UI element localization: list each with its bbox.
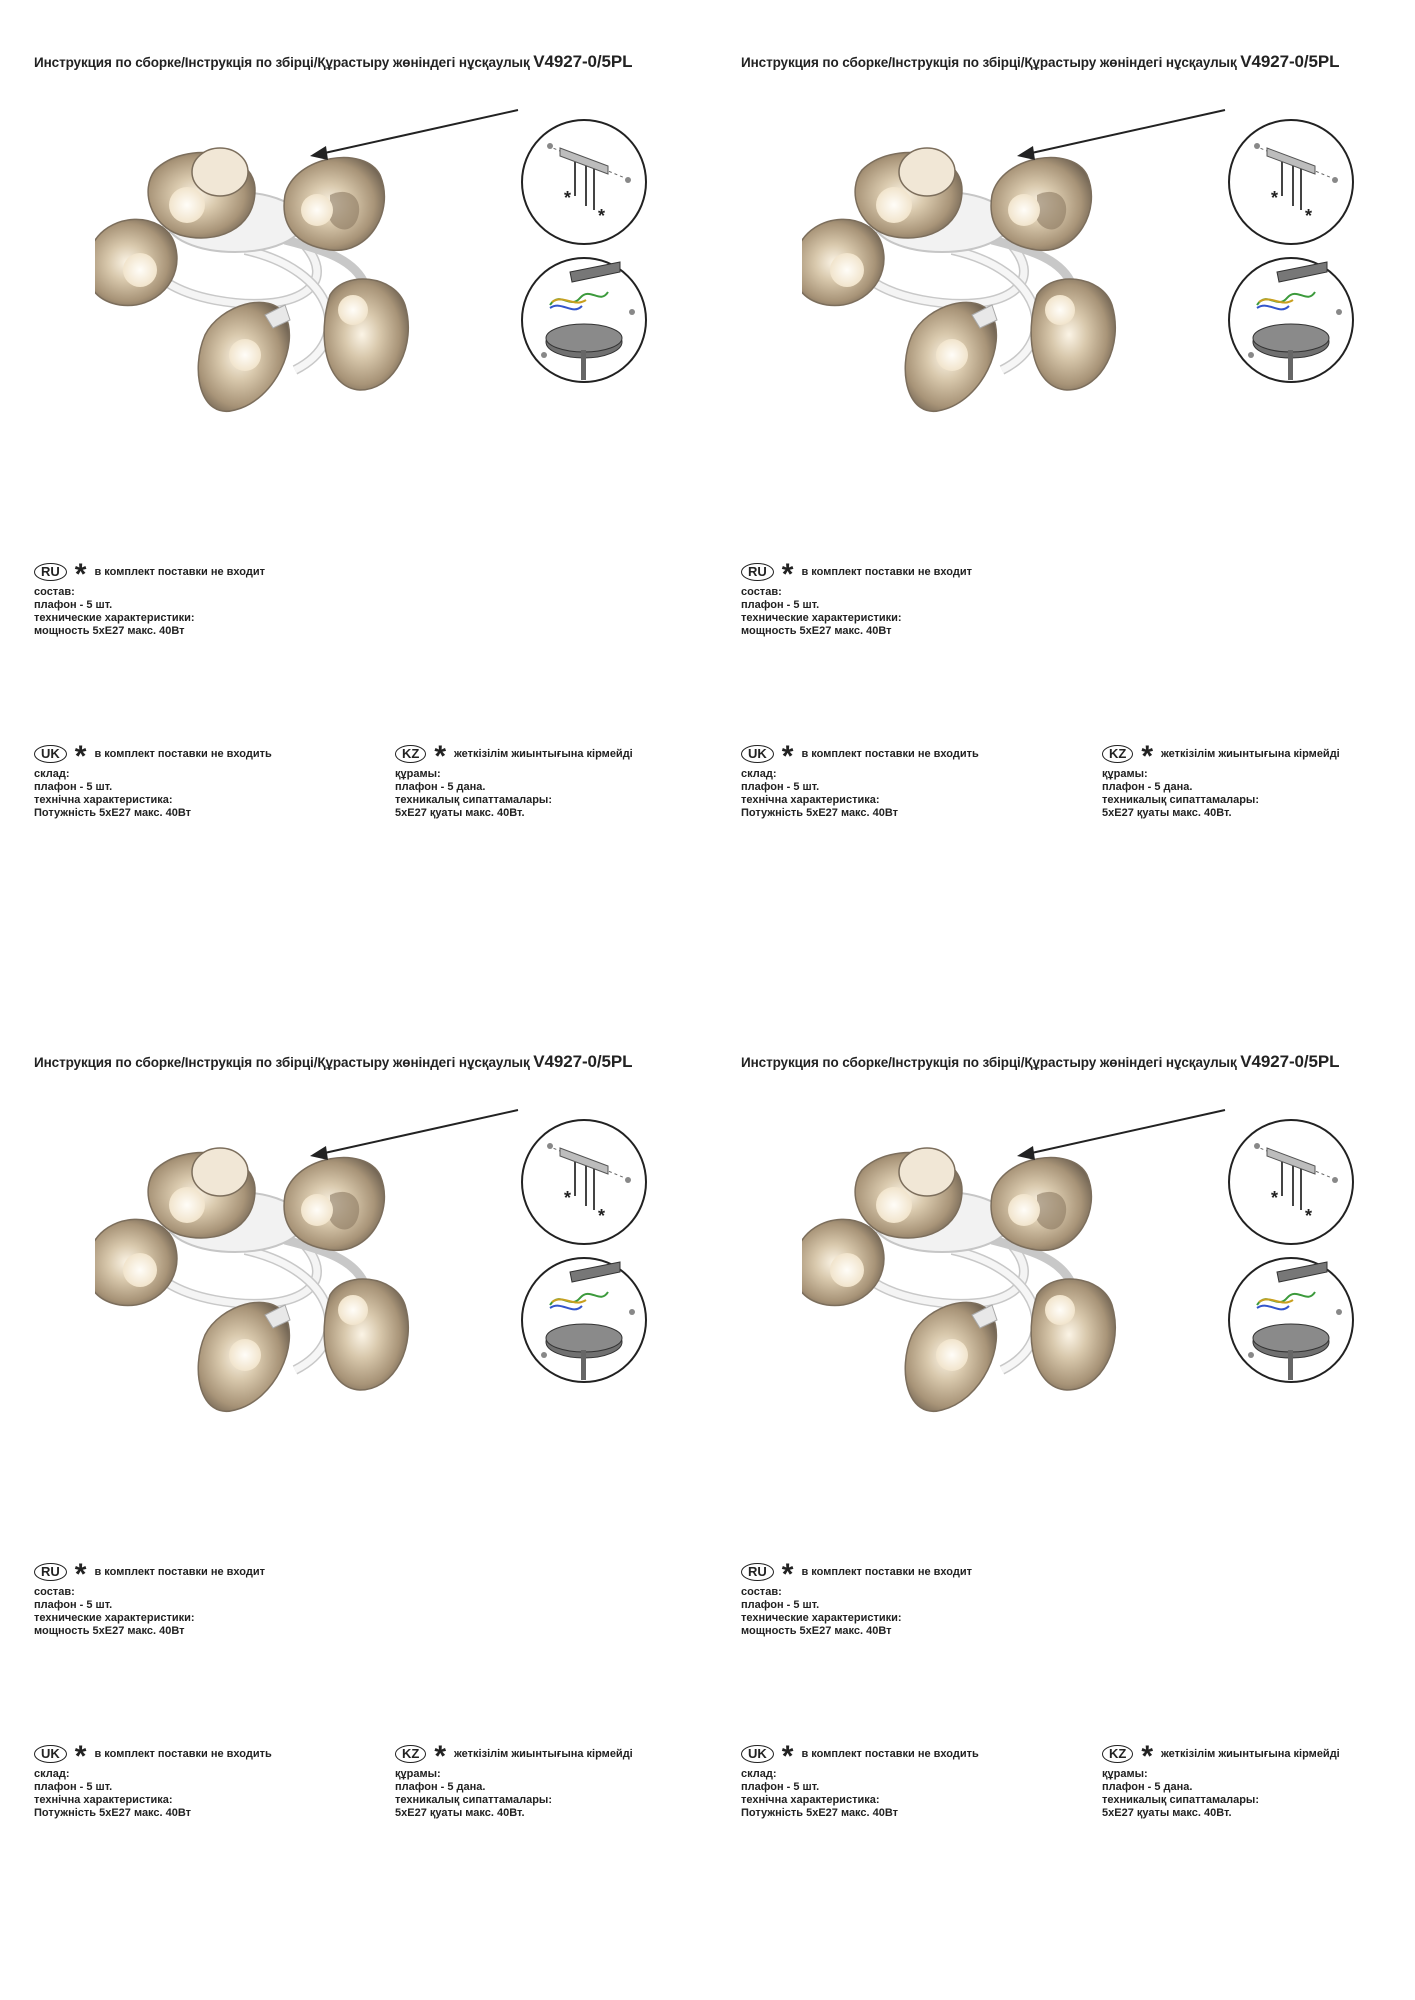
- bracket-star-mark: *: [1305, 1206, 1313, 1226]
- pointer-arrow: [300, 1100, 530, 1180]
- model-number: V4927-0/5PL: [1240, 1052, 1340, 1071]
- asterisk-mark: *: [781, 1740, 794, 1773]
- spec-line: Потужність 5хЕ27 макс. 40Вт: [34, 1807, 192, 1819]
- language-badge-ru: RU: [741, 1563, 774, 1581]
- legend-ru: [34, 560, 265, 638]
- spec-line: склад:: [741, 768, 777, 780]
- title-text: Инструкция по сборке/Інструкція по збірці/Құрастыру жөніндегі нұсқаулық: [34, 55, 534, 70]
- glass-shade: [95, 219, 177, 305]
- title-text: Инструкция по сборке/Інструкція по збірці/Құрастыру жөніндегі нұсқаулық: [741, 1055, 1241, 1070]
- glass-shade: [855, 1148, 962, 1238]
- spec-line: состав:: [741, 586, 782, 598]
- language-badge-uk: UK: [741, 1745, 774, 1763]
- glass-shade: [905, 302, 997, 411]
- spec-line: технічна характеристика:: [741, 794, 880, 806]
- spec-line: плафон - 5 шт.: [741, 1781, 820, 1793]
- asterisk-mark: *: [781, 1558, 794, 1591]
- glass-shade: [148, 148, 255, 238]
- spec-line: технічна характеристика:: [34, 794, 173, 806]
- spec-line: плафон - 5 дана.: [1102, 1781, 1193, 1793]
- not-included-note: жеткізілім жиынтығына кірмейді: [454, 1747, 633, 1760]
- mounting-bracket-detail: [520, 118, 648, 246]
- language-badge-uk: UK: [34, 745, 67, 763]
- language-badge-kz: KZ: [395, 1745, 426, 1763]
- legend-kz: [395, 742, 633, 820]
- asterisk-mark: *: [1141, 740, 1154, 773]
- spec-line: технические характеристики:: [741, 1612, 902, 1624]
- glass-shade: [1031, 1279, 1115, 1390]
- spec-line: мощность 5хЕ27 макс. 40Вт: [741, 625, 892, 637]
- asterisk-mark: *: [74, 558, 87, 591]
- model-number: V4927-0/5PL: [1240, 52, 1340, 71]
- panel-title: [34, 52, 632, 72]
- legend-ru: [34, 1560, 265, 1638]
- spec-line: техникалық сипаттамалары:: [395, 1794, 552, 1806]
- spec-line: Потужність 5хЕ27 макс. 40Вт: [34, 807, 192, 819]
- spec-line: техникалық сипаттамалары:: [1102, 794, 1259, 806]
- spec-line: құрамы:: [395, 1768, 441, 1780]
- not-included-note: жеткізілім жиынтығына кірмейді: [1161, 1747, 1340, 1760]
- asterisk-mark: *: [781, 558, 794, 591]
- pointer-arrow: [1007, 100, 1237, 180]
- asterisk-mark: *: [74, 1558, 87, 1591]
- wiring-detail: [1227, 250, 1355, 392]
- legend-uk: [34, 1742, 272, 1820]
- not-included-note: жеткізілім жиынтығына кірмейді: [1161, 747, 1340, 760]
- legend-ru: [741, 560, 972, 638]
- not-included-note: в комплект поставки не входит: [94, 565, 265, 578]
- spec-line: технические характеристики:: [34, 612, 195, 624]
- not-included-note: жеткізілім жиынтығына кірмейді: [454, 747, 633, 760]
- spec-line: плафон - 5 шт.: [34, 599, 113, 611]
- spec-line: техникалық сипаттамалары:: [1102, 1794, 1259, 1806]
- asterisk-mark: *: [434, 740, 447, 773]
- pointer-arrow: [300, 100, 530, 180]
- spec-line: Потужність 5хЕ27 макс. 40Вт: [741, 1807, 899, 1819]
- glass-shade: [905, 1302, 997, 1411]
- wiring-detail: [520, 1250, 648, 1392]
- legend-kz: [1102, 742, 1340, 820]
- spec-line: технические характеристики:: [34, 1612, 195, 1624]
- spec-line: құрамы:: [395, 768, 441, 780]
- pointer-arrow: [1007, 1100, 1237, 1180]
- language-badge-ru: RU: [34, 563, 67, 581]
- spec-line: состав:: [34, 586, 75, 598]
- bracket-star-mark: *: [1271, 188, 1279, 208]
- glass-shade: [148, 1148, 255, 1238]
- bracket-star-mark: *: [598, 206, 606, 226]
- language-badge-kz: KZ: [1102, 745, 1133, 763]
- spec-line: технические характеристики:: [741, 612, 902, 624]
- spec-line: 5хЕ27 қуаты макс. 40Вт.: [1102, 1807, 1232, 1819]
- spec-line: склад:: [34, 1768, 70, 1780]
- mounting-bracket-detail: [520, 1118, 648, 1246]
- bracket-star-mark: *: [1271, 1188, 1279, 1208]
- spec-line: құрамы:: [1102, 768, 1148, 780]
- spec-line: склад:: [741, 1768, 777, 1780]
- glass-shade: [802, 219, 884, 305]
- spec-line: плафон - 5 дана.: [395, 781, 486, 793]
- asterisk-mark: *: [74, 1740, 87, 1773]
- spec-line: плафон - 5 шт.: [741, 599, 820, 611]
- spec-line: Потужність 5хЕ27 макс. 40Вт: [741, 807, 899, 819]
- spec-line: 5хЕ27 қуаты макс. 40Вт.: [395, 1807, 525, 1819]
- mounting-bracket-detail: [1227, 1118, 1355, 1246]
- language-badge-kz: KZ: [1102, 1745, 1133, 1763]
- model-number: V4927-0/5PL: [533, 1052, 633, 1071]
- instruction-panel: [0, 0, 700, 1000]
- spec-line: плафон - 5 шт.: [34, 1781, 113, 1793]
- bracket-star-mark: *: [564, 1188, 572, 1208]
- spec-line: мощность 5хЕ27 макс. 40Вт: [741, 1625, 892, 1637]
- glass-shade: [95, 1219, 177, 1305]
- asterisk-mark: *: [74, 740, 87, 773]
- language-badge-ru: RU: [34, 1563, 67, 1581]
- bracket-star-mark: *: [564, 188, 572, 208]
- glass-shade: [802, 1219, 884, 1305]
- spec-line: технічна характеристика:: [34, 1794, 173, 1806]
- spec-line: 5хЕ27 қуаты макс. 40Вт.: [1102, 807, 1232, 819]
- not-included-note: в комплект поставки не входит: [801, 565, 972, 578]
- model-number: V4927-0/5PL: [533, 52, 633, 71]
- spec-line: состав:: [34, 1586, 75, 1598]
- spec-line: плафон - 5 дана.: [1102, 781, 1193, 793]
- panel-title: [34, 1052, 632, 1072]
- not-included-note: в комплект поставки не входит: [801, 1565, 972, 1578]
- wiring-detail: [1227, 1250, 1355, 1392]
- panel-title: [741, 1052, 1339, 1072]
- language-badge-uk: UK: [741, 745, 774, 763]
- spec-line: 5хЕ27 қуаты макс. 40Вт.: [395, 807, 525, 819]
- language-badge-ru: RU: [741, 563, 774, 581]
- not-included-note: в комплект поставки не входит: [94, 1565, 265, 1578]
- language-badge-uk: UK: [34, 1745, 67, 1763]
- spec-line: құрамы:: [1102, 1768, 1148, 1780]
- legend-uk: [741, 1742, 979, 1820]
- mounting-bracket-detail: [1227, 118, 1355, 246]
- glass-shade: [198, 1302, 290, 1411]
- spec-line: склад:: [34, 768, 70, 780]
- spec-line: плафон - 5 шт.: [741, 1599, 820, 1611]
- spec-line: плафон - 5 шт.: [34, 1599, 113, 1611]
- not-included-note: в комплект поставки не входить: [801, 1747, 979, 1760]
- spec-line: плафон - 5 дана.: [395, 1781, 486, 1793]
- instruction-panel: [707, 1000, 1407, 2000]
- glass-shade: [198, 302, 290, 411]
- legend-uk: [741, 742, 979, 820]
- legend-ru: [741, 1560, 972, 1638]
- bracket-star-mark: *: [598, 1206, 606, 1226]
- wiring-detail: [520, 250, 648, 392]
- asterisk-mark: *: [1141, 1740, 1154, 1773]
- bracket-star-mark: *: [1305, 206, 1313, 226]
- asterisk-mark: *: [781, 740, 794, 773]
- instruction-panel: [0, 1000, 700, 2000]
- spec-line: технічна характеристика:: [741, 1794, 880, 1806]
- not-included-note: в комплект поставки не входить: [94, 747, 272, 760]
- glass-shade: [855, 148, 962, 238]
- instruction-panel: [707, 0, 1407, 1000]
- asterisk-mark: *: [434, 1740, 447, 1773]
- spec-line: плафон - 5 шт.: [34, 781, 113, 793]
- title-text: Инструкция по сборке/Інструкція по збірці/Құрастыру жөніндегі нұсқаулық: [34, 1055, 534, 1070]
- not-included-note: в комплект поставки не входить: [94, 1747, 272, 1760]
- spec-line: мощность 5хЕ27 макс. 40Вт: [34, 625, 185, 637]
- spec-line: состав:: [741, 1586, 782, 1598]
- panel-title: [741, 52, 1339, 72]
- legend-kz: [395, 1742, 633, 1820]
- legend-uk: [34, 742, 272, 820]
- language-badge-kz: KZ: [395, 745, 426, 763]
- legend-kz: [1102, 1742, 1340, 1820]
- title-text: Инструкция по сборке/Інструкція по збірці/Құрастыру жөніндегі нұсқаулық: [741, 55, 1241, 70]
- not-included-note: в комплект поставки не входить: [801, 747, 979, 760]
- spec-line: плафон - 5 шт.: [741, 781, 820, 793]
- glass-shade: [1031, 279, 1115, 390]
- spec-line: мощность 5хЕ27 макс. 40Вт: [34, 1625, 185, 1637]
- glass-shade: [324, 279, 408, 390]
- spec-line: техникалық сипаттамалары:: [395, 794, 552, 806]
- glass-shade: [324, 1279, 408, 1390]
